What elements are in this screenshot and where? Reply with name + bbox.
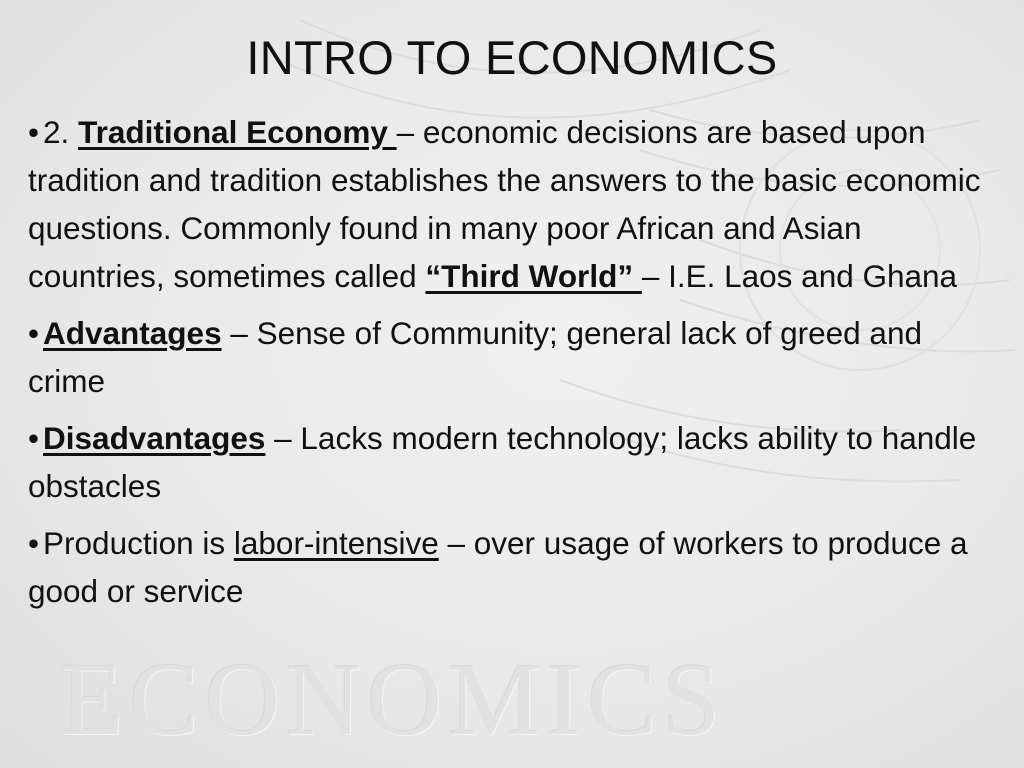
bullet-disadvantages [28, 414, 1000, 510]
term-labor-intensive: labor-intensive [233, 525, 439, 561]
economics-watermark: ECONOMICS [60, 642, 727, 757]
term-traditional-economy: Traditional Economy [78, 114, 397, 150]
bullet-traditional-economy [28, 108, 1000, 300]
bullet-icon: • [28, 525, 40, 561]
bullet-icon: • [28, 420, 40, 456]
term-disadvantages: Disadvantages [43, 420, 266, 456]
traditional-economy-description: – economic decisions are based upon tradition and tradition establishes the answers to the basic economic questions. Commonly found in many poor African and Asian countries, sometimes called [28, 114, 981, 294]
bullet-icon: • [28, 315, 40, 351]
bullet-list [28, 108, 1000, 624]
term-advantages: Advantages [43, 315, 222, 351]
advantages-description: – Sense of Community; general lack of greed and crime [28, 315, 922, 399]
traditional-economy-examples: – I.E. Laos and Ghana [641, 258, 958, 294]
point-number: 2. [43, 114, 79, 150]
production-lead: Production is [43, 525, 234, 561]
bullet-icon: • [28, 114, 40, 150]
labor-intensive-description: – over usage of workers to produce a good or service [28, 525, 968, 609]
bullet-production [28, 519, 1000, 615]
disadvantages-description: – Lacks modern technology; lacks ability to handle obstacles [28, 420, 977, 504]
term-third-world: “Third World” [425, 258, 642, 294]
bullet-advantages [28, 309, 1000, 405]
slide-title: INTRO TO ECONOMICS [246, 31, 778, 84]
